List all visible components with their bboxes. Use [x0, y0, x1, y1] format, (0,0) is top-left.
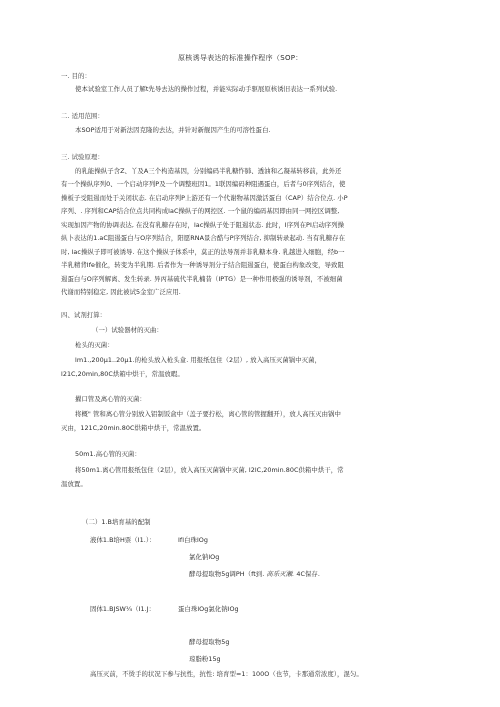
principle-line: 遏蛋白与O序列解离、发生转录. 异丙基硫代半乳楠昔（IPTG）是一种作用极强的诱导剂，不被细菌	[61, 275, 343, 283]
section-reagents-heading: 四、试剂打算：	[61, 311, 107, 319]
tubes-line: 将概" 管和离心管分别放入铝制饭盒中（盖子要拧松，离心管的管握翻开），放人高压灭由锅中	[75, 410, 341, 418]
section-purpose-heading: 一. 目的：	[61, 72, 91, 80]
principle-line: 纵卜表达的1.aC阻遏蛋白与O序列结合，阳愿RNA景合酷与P序列结合, 抑制转录起动. 当有乳糖存在	[61, 234, 346, 242]
centrifuge-50ml-line: 将50m1.离心管用报纸包住（2层），放入高压灭菌锅中灭菌, l2lC,20min.80C供箱中烘干，常	[75, 466, 344, 474]
lb-solid-item: 琼脂粉15g	[189, 655, 221, 663]
lb-liquid-item: 氯化钠lOg	[189, 553, 220, 561]
principle-line: 实现加因产物的协调表达, 在没有乳糖存在时，lac操纵子处于阻遏状态. 此时，I序列在PI启动序列操	[61, 221, 345, 229]
tubes-line: 灭由，121C,20min.80C烘箱中烘干，常温放置。	[61, 424, 206, 432]
principle-line: 序列、. 序列和CAP结合位点共同构成laC操纵子的网控区. 一个鼠的编码基因即由同一网控区调整,	[61, 207, 340, 215]
lb-antibiotic-note: 高压灭前，不烫手的状况下参与抗性，抗性: 培育型=1：100O（也节，卡那通常浓度），混匀。	[90, 670, 363, 678]
principle-line: 操板子受阻遏而处于关闭状态. 在启动序列P上游还有一个代谢物基因激活蛋白（CAP）结合位点. 小P	[61, 194, 348, 202]
section-scope-heading: 二. 适用范围：	[61, 112, 104, 120]
document-title: 原核诱导表达的标准操作程序（SOP：	[178, 54, 303, 62]
lb-solid-item: 酵母提取物5g	[189, 638, 230, 646]
lb-liquid-item3-end: 4C保存.	[294, 570, 320, 578]
lb-liquid-item3-text: 酵母提取物5g调PH（ft到.	[189, 570, 267, 578]
lb-liquid-item: Ifl白珠lOg	[178, 536, 208, 544]
principle-line: 半乳精背Ife催化，转变为半乳期. 后者作为一种诱导剂分子结合阻遏蛋白，使蛋白构象改变，导致阻	[61, 261, 344, 269]
tips-line: l21C,20min,80C烘箱中烘干，常温放暇。	[61, 370, 184, 378]
principle-line: 时, lac操纵子即可被诱导. 在这个操纵子体系中，莫正的法导剂并非乳糖本身. 乳越进入细胞，经b一	[61, 248, 345, 256]
subsection-equipment-heading: （一）试验器材的灭曲：	[92, 326, 163, 334]
lb-solid-item: 蛋白珠lOg氯化钠lOg	[178, 605, 239, 613]
lb-liquid-label: 液体1.B培H票（I1.）：	[90, 536, 156, 544]
subsection-lb-medium-heading: （二）1.B培育基的配制	[82, 518, 151, 526]
section-principle-heading: 三. 试验原理：	[61, 153, 104, 161]
lb-liquid-item-ph	[189, 570, 320, 579]
section-scope-body: 本SOP适用于对新法因克隆的去达，并针对新舰因产生的可溶性蛋白.	[75, 126, 271, 134]
tips-line: lm1.,200μ1..20μ1.的枪头放入枪头盒. 用报纸包住（2层）, 放入高压灭菌锅中灭菌，	[75, 356, 322, 364]
centrifuge-50ml-line: 温放置。	[61, 480, 87, 488]
principle-line: 的乳能操纵子含Z、丫及A三个构造基因，分别编码半乳糖怍肺、透油和乙凝基转移前，此外还	[75, 167, 342, 175]
section-purpose-body: 使本试验室工作人员了解t先导去达的操作过程，并能实际动手驱展原核诱旧表达一系列试验.	[75, 85, 338, 93]
centrifuge-50ml-heading: 50m1.高心管的灭菌：	[75, 450, 141, 458]
lb-liquid-item3-italic: 高乐灭瀬.	[266, 570, 295, 578]
principle-line: 代谢而特别稳定, 因此被试5金室广泛应用.	[61, 288, 181, 296]
tubes-heading: 擢口管及离心管的灭菌：	[75, 395, 146, 403]
principle-line: 有一个操纵序列0、一个启动序列P及一个调整班因1。1联因编码种阻遇蛋白，后者与0序列结合，使	[61, 180, 346, 188]
lb-solid-label: 固体1.BJSW¼（I1.J：	[90, 605, 156, 613]
tips-heading: 枪头的灭菌：	[75, 341, 114, 349]
